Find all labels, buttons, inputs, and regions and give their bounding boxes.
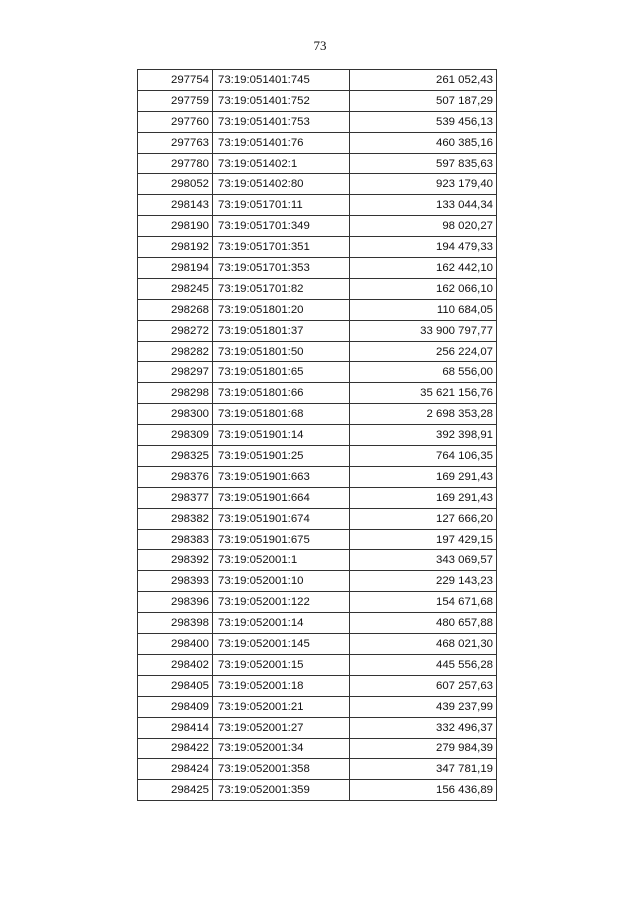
row-number-cell: 298400	[138, 634, 213, 655]
cadastral-value-cell: 439 237,99	[350, 696, 497, 717]
row-number-cell: 298422	[138, 738, 213, 759]
cadastral-value-cell: 35 621 156,76	[350, 383, 497, 404]
cadastral-number-cell: 73:19:051402:80	[213, 174, 350, 195]
cadastral-number-cell: 73:19:051901:674	[213, 508, 350, 529]
table-row	[138, 362, 497, 383]
table-row	[138, 446, 497, 467]
table-row	[138, 759, 497, 780]
cadastral-value-cell: 460 385,16	[350, 132, 497, 153]
table-row	[138, 153, 497, 174]
cadastral-number-cell: 73:19:051701:82	[213, 278, 350, 299]
cadastral-value-cell: 133 044,34	[350, 195, 497, 216]
cadastral-value-cell: 343 069,57	[350, 550, 497, 571]
cadastral-value-cell: 764 106,35	[350, 446, 497, 467]
cadastral-number-cell: 73:19:051701:11	[213, 195, 350, 216]
cadastral-number-cell: 73:19:051901:14	[213, 425, 350, 446]
row-number-cell: 297754	[138, 70, 213, 91]
cadastral-value-cell: 110 684,05	[350, 299, 497, 320]
table-row	[138, 696, 497, 717]
cadastral-value-cell: 261 052,43	[350, 70, 497, 91]
row-number-cell: 298272	[138, 320, 213, 341]
row-number-cell: 298398	[138, 613, 213, 634]
cadastral-number-cell: 73:19:052001:14	[213, 613, 350, 634]
table-row	[138, 111, 497, 132]
row-number-cell: 298409	[138, 696, 213, 717]
cadastral-value-cell: 229 143,23	[350, 571, 497, 592]
row-number-cell: 298382	[138, 508, 213, 529]
table-body	[138, 70, 497, 801]
table-row	[138, 487, 497, 508]
table-row	[138, 132, 497, 153]
table-row	[138, 571, 497, 592]
table-row	[138, 320, 497, 341]
cadastral-value-cell: 33 900 797,77	[350, 320, 497, 341]
row-number-cell: 298376	[138, 466, 213, 487]
cadastral-value-cell: 445 556,28	[350, 654, 497, 675]
row-number-cell: 298325	[138, 446, 213, 467]
cadastral-number-cell: 73:19:051401:752	[213, 90, 350, 111]
cadastral-number-cell: 73:19:052001:122	[213, 592, 350, 613]
row-number-cell: 298383	[138, 529, 213, 550]
row-number-cell: 298402	[138, 654, 213, 675]
table-row	[138, 592, 497, 613]
row-number-cell: 298298	[138, 383, 213, 404]
cadastral-value-cell: 162 442,10	[350, 258, 497, 279]
cadastral-number-cell: 73:19:051801:50	[213, 341, 350, 362]
cadastral-number-cell: 73:19:052001:21	[213, 696, 350, 717]
table-row	[138, 613, 497, 634]
row-number-cell: 297763	[138, 132, 213, 153]
cadastral-value-cell: 156 436,89	[350, 780, 497, 801]
row-number-cell: 298392	[138, 550, 213, 571]
cadastral-number-cell: 73:19:052001:359	[213, 780, 350, 801]
cadastral-number-cell: 73:19:052001:1	[213, 550, 350, 571]
cadastral-number-cell: 73:19:052001:27	[213, 717, 350, 738]
cadastral-value-cell: 347 781,19	[350, 759, 497, 780]
table-row	[138, 425, 497, 446]
table-row	[138, 278, 497, 299]
table-row	[138, 70, 497, 91]
table-row	[138, 717, 497, 738]
cadastral-number-cell: 73:19:051901:663	[213, 466, 350, 487]
table-row	[138, 216, 497, 237]
row-number-cell: 298393	[138, 571, 213, 592]
table-row	[138, 780, 497, 801]
cadastral-value-cell: 507 187,29	[350, 90, 497, 111]
cadastral-number-cell: 73:19:051401:745	[213, 70, 350, 91]
cadastral-number-cell: 73:19:052001:34	[213, 738, 350, 759]
cadastral-number-cell: 73:19:051801:68	[213, 404, 350, 425]
cadastral-value-cell: 98 020,27	[350, 216, 497, 237]
cadastral-value-cell: 279 984,39	[350, 738, 497, 759]
cadastral-value-cell: 197 429,15	[350, 529, 497, 550]
cadastral-number-cell: 73:19:051402:1	[213, 153, 350, 174]
row-number-cell: 298309	[138, 425, 213, 446]
cadastral-number-cell: 73:19:051401:753	[213, 111, 350, 132]
cadastral-number-cell: 73:19:051401:76	[213, 132, 350, 153]
table-row	[138, 258, 497, 279]
cadastral-number-cell: 73:19:051801:65	[213, 362, 350, 383]
cadastral-value-cell: 162 066,10	[350, 278, 497, 299]
cadastral-number-cell: 73:19:051801:37	[213, 320, 350, 341]
cadastral-number-cell: 73:19:051801:66	[213, 383, 350, 404]
cadastral-value-cell: 194 479,33	[350, 237, 497, 258]
cadastral-number-cell: 73:19:051701:351	[213, 237, 350, 258]
cadastral-value-cell: 169 291,43	[350, 487, 497, 508]
cadastral-number-cell: 73:19:052001:358	[213, 759, 350, 780]
cadastral-value-cell: 392 398,91	[350, 425, 497, 446]
table-row	[138, 466, 497, 487]
cadastral-value-cell: 597 835,63	[350, 153, 497, 174]
row-number-cell: 298300	[138, 404, 213, 425]
row-number-cell: 298282	[138, 341, 213, 362]
row-number-cell: 298297	[138, 362, 213, 383]
table-row	[138, 404, 497, 425]
cadastral-value-cell: 68 556,00	[350, 362, 497, 383]
cadastral-number-cell: 73:19:052001:145	[213, 634, 350, 655]
table-row	[138, 508, 497, 529]
row-number-cell: 298143	[138, 195, 213, 216]
table-row	[138, 174, 497, 195]
cadastral-number-cell: 73:19:052001:15	[213, 654, 350, 675]
cadastral-value-cell: 332 496,37	[350, 717, 497, 738]
row-number-cell: 298194	[138, 258, 213, 279]
table-row	[138, 550, 497, 571]
row-number-cell: 297760	[138, 111, 213, 132]
row-number-cell: 298052	[138, 174, 213, 195]
row-number-cell: 298190	[138, 216, 213, 237]
cadastral-value-table	[137, 69, 497, 801]
cadastral-number-cell: 73:19:052001:18	[213, 675, 350, 696]
cadastral-value-cell: 154 671,68	[350, 592, 497, 613]
cadastral-value-cell: 923 179,40	[350, 174, 497, 195]
row-number-cell: 298268	[138, 299, 213, 320]
table-row	[138, 738, 497, 759]
cadastral-number-cell: 73:19:051801:20	[213, 299, 350, 320]
row-number-cell: 298424	[138, 759, 213, 780]
cadastral-value-cell: 539 456,13	[350, 111, 497, 132]
cadastral-value-cell: 169 291,43	[350, 466, 497, 487]
table-row	[138, 90, 497, 111]
row-number-cell: 298425	[138, 780, 213, 801]
page-number: 73	[313, 38, 327, 53]
cadastral-value-cell: 127 666,20	[350, 508, 497, 529]
table-row	[138, 237, 497, 258]
cadastral-value-cell: 607 257,63	[350, 675, 497, 696]
cadastral-number-cell: 73:19:051901:675	[213, 529, 350, 550]
cadastral-number-cell: 73:19:052001:10	[213, 571, 350, 592]
row-number-cell: 298377	[138, 487, 213, 508]
table-row	[138, 195, 497, 216]
cadastral-number-cell: 73:19:051701:353	[213, 258, 350, 279]
cadastral-value-cell: 480 657,88	[350, 613, 497, 634]
cadastral-number-cell: 73:19:051901:25	[213, 446, 350, 467]
row-number-cell: 298245	[138, 278, 213, 299]
row-number-cell: 297759	[138, 90, 213, 111]
cadastral-number-cell: 73:19:051901:664	[213, 487, 350, 508]
row-number-cell: 298396	[138, 592, 213, 613]
row-number-cell: 298414	[138, 717, 213, 738]
row-number-cell: 298192	[138, 237, 213, 258]
cadastral-number-cell: 73:19:051701:349	[213, 216, 350, 237]
cadastral-value-cell: 2 698 353,28	[350, 404, 497, 425]
table-row	[138, 634, 497, 655]
table-row	[138, 529, 497, 550]
row-number-cell: 298405	[138, 675, 213, 696]
table-row	[138, 654, 497, 675]
cadastral-value-cell: 256 224,07	[350, 341, 497, 362]
table-row	[138, 341, 497, 362]
cadastral-value-cell: 468 021,30	[350, 634, 497, 655]
table-row	[138, 675, 497, 696]
table-row	[138, 299, 497, 320]
table-row	[138, 383, 497, 404]
row-number-cell: 297780	[138, 153, 213, 174]
